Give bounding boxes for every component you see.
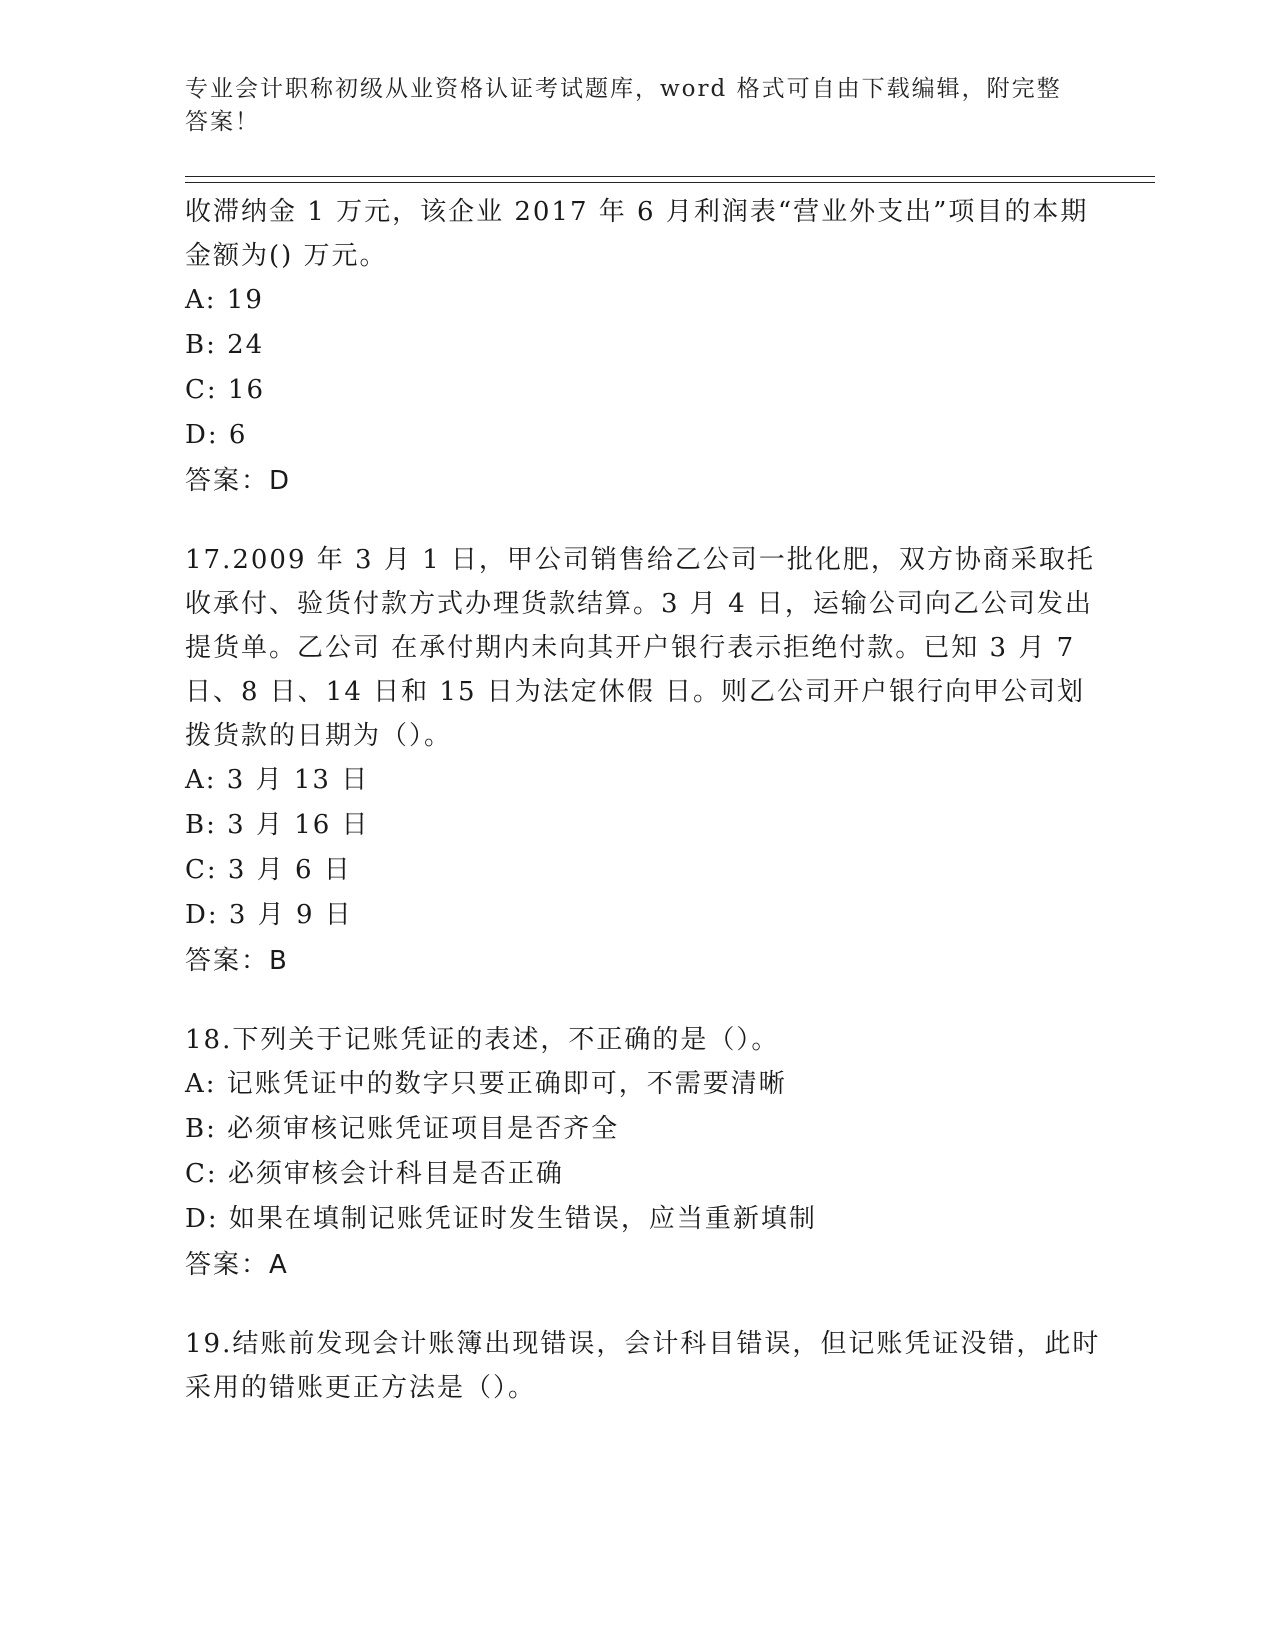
question-19 [185,1322,1105,1410]
header-rule-top [185,176,1155,177]
option-d: D: 6 [185,420,248,450]
question-16-tail [185,190,1105,504]
question-stem: 17.2009 年 3 月 1 日，甲公司销售给乙公司一批化肥，双方协商采取托收承付、验货付款方式办理货款结算。3 月 4 日，运输公司向乙公司发出提货单。乙公司 在承付期内未向其开户银行表示拒绝付款。已知 3 月 7 日、8 日、14 日和 15 日为法定休假 日。则乙公司开户银行向甲公司划拨货款的日期为（）。 [185,545,1095,751]
question-content [185,190,1105,1410]
question-stem: 18.下列关于记账凭证的表述，不正确的是（）。 [185,1025,780,1055]
option-a: A: 19 [185,285,264,315]
option-b: B: 必须审核记账凭证项目是否齐全 [185,1114,620,1144]
option-a: A: 记账凭证中的数字只要正确即可，不需要清晰 [185,1069,787,1099]
option-b: B: 3 月 16 日 [185,810,370,840]
question-stem: 收滞纳金 1 万元，该企业 2017 年 6 月利润表“营业外支出”项目的本期金额为() 万元。 [185,197,1089,271]
spacer [185,984,1105,1018]
answer-line: 答案：B [185,946,289,976]
spacer [185,1288,1105,1322]
answer-line: 答案：A [185,1250,289,1280]
header-rule-bottom [185,182,1155,183]
question-17 [185,538,1105,984]
answer-line: 答案：D [185,466,292,496]
option-c: C: 必须审核会计科目是否正确 [185,1159,564,1189]
option-a: A: 3 月 13 日 [185,765,370,795]
option-c: C: 16 [185,375,266,405]
spacer [185,504,1105,538]
option-d: D: 3 月 9 日 [185,900,353,930]
option-d: D: 如果在填制记账凭证时发生错误，应当重新填制 [185,1204,817,1234]
document-header: 专业会计职称初级从业资格认证考试题库，word 格式可自由下载编辑，附完整答案！ [185,76,1062,135]
question-18 [185,1018,1105,1288]
option-c: C: 3 月 6 日 [185,855,352,885]
option-b: B: 24 [185,330,265,360]
question-stem: 19.结账前发现会计账簿出现错误，会计科目错误，但记账凭证没错，此时采用的错账更正方法是（）。 [185,1329,1101,1403]
